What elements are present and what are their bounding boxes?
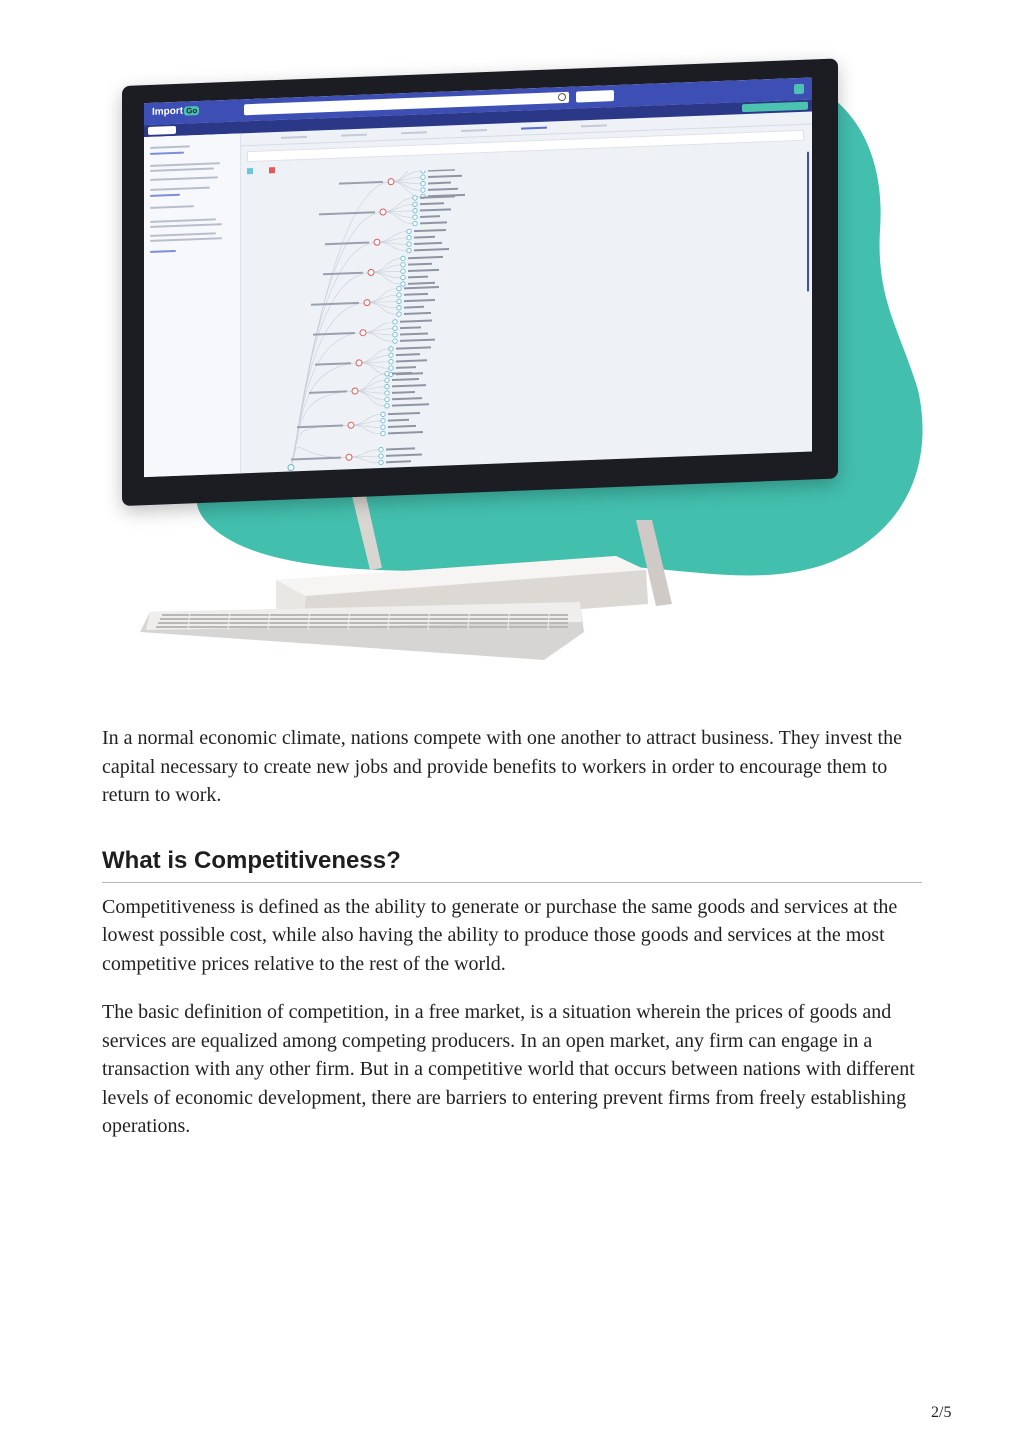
tab-mark — [461, 129, 487, 132]
tree-link — [367, 301, 397, 315]
tree-leaf-label — [414, 248, 449, 251]
tree-leaf-label — [414, 242, 442, 245]
sidebar-line — [150, 145, 190, 149]
tree-leaf-node — [407, 242, 411, 247]
tree-leaf-label — [388, 425, 416, 428]
tree-hub-node — [346, 454, 352, 460]
tree-leaf-label — [388, 412, 420, 415]
tree-leaf-node — [385, 391, 389, 396]
tree-leaf-node — [393, 332, 397, 337]
tree-leaf-node — [389, 359, 393, 364]
tree-leaf-label — [420, 221, 447, 224]
tree-link — [363, 322, 393, 333]
tree-hub-label — [315, 362, 351, 365]
sidebar-line — [150, 237, 222, 242]
app-logo: Import Go — [152, 105, 198, 118]
sidebar-line — [150, 162, 220, 167]
legend-swatch-suppliers — [269, 167, 275, 173]
tree-hub-label — [319, 211, 375, 215]
tree-leaf-label — [408, 276, 428, 279]
hero-illustration — [0, 0, 1024, 690]
tree-leaf-node — [385, 397, 389, 402]
tree-leaf-node — [381, 425, 385, 430]
tree-link — [291, 333, 363, 468]
tree-link — [391, 181, 421, 198]
tree-hub-label — [339, 181, 383, 185]
tab-mark — [341, 134, 367, 137]
tree-hub-label — [309, 390, 347, 393]
tree-leaf-label — [404, 306, 424, 309]
tree-hub-node — [356, 360, 362, 366]
tree-leaf-label — [386, 460, 411, 463]
tree-leaf-node — [379, 447, 383, 452]
tree-leaf-label — [400, 326, 421, 329]
tab-mark — [281, 136, 307, 139]
tree-leaf-label — [400, 319, 432, 322]
tree-leaf-node — [389, 366, 393, 371]
tree-leaf-node — [393, 320, 397, 325]
tree-leaf-label — [396, 359, 427, 362]
tree-leaf-node — [397, 293, 401, 298]
definition-paragraph: Competitiveness is defined as the ability to generate or purchase the same goods and services at the lowest possible cost, while also having the ability to produce those goods and services at the most competitive prices relative to the rest of the world. — [102, 895, 898, 975]
sidebar-line — [150, 194, 180, 197]
tree-leaf-node — [381, 431, 385, 436]
monitor-screen — [144, 77, 812, 477]
tree-leaf-label — [396, 346, 431, 349]
tree-hub-node — [360, 330, 366, 336]
tree-leaf-label — [408, 269, 439, 272]
app-user-icon — [794, 84, 804, 94]
sidebar-line — [150, 187, 210, 191]
tree-leaf-node — [379, 460, 383, 465]
tree-link — [349, 456, 379, 464]
tab-mark-active — [521, 127, 547, 130]
tree-leaf-node — [401, 282, 405, 287]
tree-link — [291, 425, 351, 467]
tree-leaf-label — [386, 453, 422, 456]
tab-mark — [401, 131, 427, 134]
app-dashboard-tag — [148, 126, 176, 135]
tree-leaf-node — [385, 384, 389, 389]
tree-leaf-node — [397, 299, 401, 304]
competition-paragraph: The basic definition of competition, in a free market, is a situation wherein the prices of goods and services are equalized among competing producers. In an open market, any firm can engage in a transaction with any other firm. But in a competitive world that occurs between nations with different levels of economic development, there are barriers to entering prevent firms from freely establishing operations. — [102, 1001, 915, 1137]
tree-leaf-label — [400, 332, 428, 335]
sidebar-line — [150, 232, 216, 237]
tree-hub-label — [323, 272, 363, 276]
tree-leaf-node — [421, 169, 425, 174]
supplier-tree-graph — [241, 160, 691, 477]
sidebar-line — [150, 223, 222, 228]
sidebar-line — [150, 250, 176, 253]
tree-leaf-label — [420, 208, 451, 211]
tree-leaf-label — [396, 366, 416, 369]
tree-hub-label — [311, 302, 359, 306]
sidebar-line — [150, 152, 184, 155]
page-number: 2/5 — [931, 1404, 952, 1421]
tree-leaf-node — [413, 196, 417, 201]
tree-leaf-node — [381, 412, 385, 417]
tree-leaf-node — [401, 269, 405, 274]
tree-leaf-label — [428, 162, 448, 165]
tree-leaf-label — [408, 256, 443, 259]
sidebar-line — [150, 176, 218, 181]
tree-link — [355, 374, 385, 391]
tree-leaf-label — [388, 419, 409, 422]
tree-leaf-node — [397, 312, 401, 317]
tree-leaf-label — [404, 312, 431, 315]
sidebar-line — [150, 218, 216, 223]
tree-link — [363, 332, 393, 343]
tree-hub-node — [374, 239, 380, 245]
section-heading: What is Competitiveness? — [102, 846, 922, 883]
tree-hub-node — [368, 269, 374, 275]
tree-link — [291, 242, 377, 467]
tree-hub-label — [297, 425, 343, 429]
tree-leaf-node — [385, 372, 389, 377]
intro-paragraph: In a normal economic climate, nations compete with one another to attract business. They invest the capital necessary to create new jobs and provide benefits to workers in order to encourage them to return to work. — [102, 727, 902, 806]
tree-hub-node — [380, 209, 386, 215]
tree-hub-node — [348, 422, 354, 428]
tree-link — [391, 165, 421, 182]
tree-leaf-node — [421, 175, 425, 180]
tree-leaf-node — [389, 347, 393, 352]
tree-leaf-label — [408, 282, 435, 285]
tree-leaf-label — [392, 378, 419, 381]
tree-leaf-node — [407, 229, 411, 234]
tree-link — [351, 414, 381, 425]
tree-link — [377, 241, 407, 252]
tree-leaf-node — [389, 353, 393, 358]
tree-leaf-node — [393, 339, 397, 344]
tree-hub-node — [364, 299, 370, 305]
tree-leaf-label — [400, 339, 435, 342]
tree-hub-label — [325, 242, 369, 246]
tree-leaf-label — [396, 353, 420, 356]
tree-leaf-node — [421, 162, 425, 167]
tree-link — [291, 363, 359, 468]
tree-leaf-node — [421, 181, 425, 186]
legend-swatch-importers — [247, 168, 253, 174]
tree-leaf-label — [428, 169, 455, 172]
tree-leaf-label — [420, 215, 440, 218]
tree-leaf-node — [401, 256, 405, 261]
tree-link — [355, 380, 385, 391]
tree-link — [291, 212, 383, 468]
tree-leaf-node — [421, 188, 425, 193]
scrollbar-thumb — [807, 152, 809, 292]
tree-leaf-label — [392, 384, 426, 387]
tree-link — [351, 424, 381, 435]
tree-leaf-node — [413, 208, 417, 213]
tree-leaf-node — [401, 275, 405, 280]
tree-leaf-node — [407, 248, 411, 253]
tree-link — [291, 445, 349, 467]
app-header-button — [576, 90, 614, 102]
tree-leaf-label — [392, 391, 415, 394]
tree-leaf-node — [397, 305, 401, 310]
tree-leaf-label — [404, 299, 435, 302]
tree-leaf-node — [407, 235, 411, 240]
tree-leaf-node — [379, 454, 383, 459]
tree-leaf-label — [404, 293, 428, 296]
tree-leaf-node — [393, 326, 397, 331]
tree-leaf-label — [392, 397, 422, 400]
tree-leaf-label — [404, 286, 439, 289]
tree-leaf-label — [428, 175, 462, 178]
tree-leaf-node — [413, 221, 417, 226]
tree-leaf-node — [413, 215, 417, 220]
tree-link — [291, 303, 367, 468]
tree-root-node — [288, 464, 294, 470]
tree-leaf-node — [385, 404, 389, 409]
tree-leaf-label — [428, 182, 451, 185]
tree-leaf-label — [414, 229, 446, 232]
tree-link — [383, 211, 413, 225]
tree-leaf-label — [386, 447, 415, 450]
tree-leaf-label — [408, 263, 432, 266]
tab-mark — [581, 124, 607, 127]
monitor — [122, 58, 838, 506]
tree-leaf-label — [392, 403, 429, 406]
tree-link — [355, 390, 385, 407]
sidebar-line — [150, 167, 214, 171]
tree-leaf-node — [381, 418, 385, 423]
tree-leaf-label — [414, 236, 435, 239]
article-body — [102, 724, 922, 1141]
tree-hub-label — [291, 457, 341, 461]
app-main-panel — [241, 111, 812, 473]
tree-link — [377, 231, 407, 242]
sidebar-line — [150, 205, 194, 209]
app-share-button — [742, 102, 808, 113]
tree-leaf-node — [413, 202, 417, 207]
app-sidebar — [144, 133, 241, 477]
tree-hub-node — [352, 388, 358, 394]
tree-leaf-node — [397, 286, 401, 291]
tree-link — [391, 171, 421, 182]
tree-leaf-node — [401, 263, 405, 268]
tree-leaf-label — [388, 431, 423, 434]
tree-hub-node — [388, 179, 394, 185]
tree-link — [371, 271, 401, 285]
tree-leaf-label — [420, 202, 444, 205]
search-icon — [558, 93, 566, 101]
tree-leaf-label — [428, 188, 458, 191]
tree-leaf-node — [385, 378, 389, 383]
